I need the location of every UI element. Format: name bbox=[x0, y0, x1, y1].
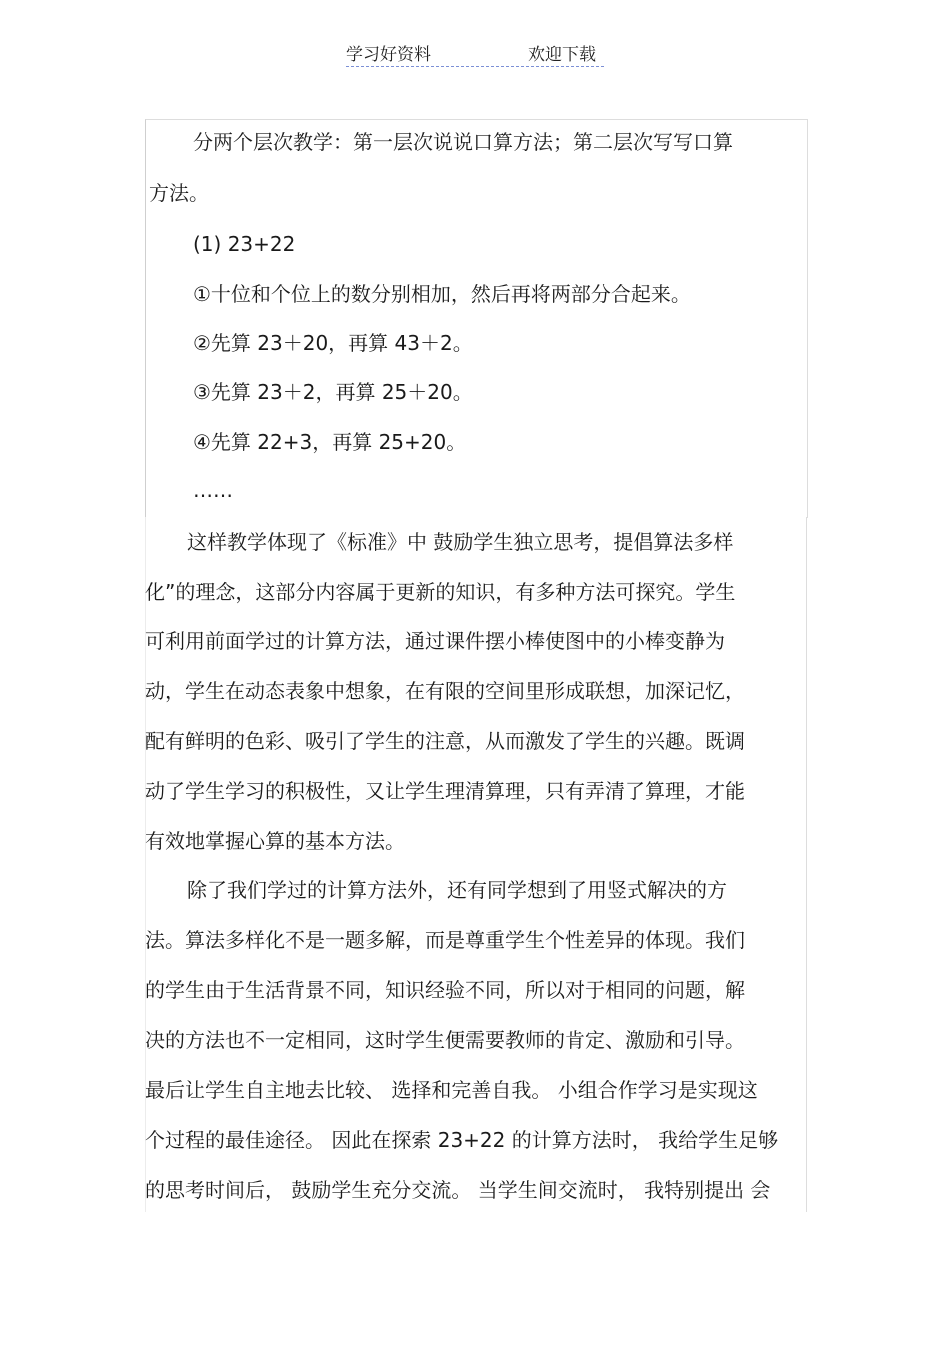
box-line: ②先算 23＋20，再算 43＋2。 bbox=[193, 331, 473, 355]
box-line: ①十位和个位上的数分别相加，然后再将两部分合起来。 bbox=[193, 282, 691, 306]
box-line: ③先算 23＋2，再算 25＋20。 bbox=[193, 380, 473, 404]
box-line: 方法。 bbox=[149, 181, 209, 205]
paragraph-1-line: 化”的理念，这部分内容属于更新的知识，有多种方法可探究。学生 bbox=[145, 580, 736, 604]
paragraph-2-line: 的思考时间后， 鼓励学生充分交流。 当学生间交流时， 我特别提出 会 bbox=[145, 1178, 771, 1202]
box-line: …… bbox=[193, 478, 233, 502]
box-line: ④先算 22+3，再算 25+20。 bbox=[193, 430, 467, 454]
paragraph-2-line: 决的方法也不一定相同，这时学生便需要教师的肯定、激励和引导。 bbox=[145, 1028, 745, 1052]
paragraph-2-line: 个过程的最佳途径。 因此在探索 23+22 的计算方法时， 我给学生足够 bbox=[145, 1128, 779, 1152]
box-line: (1) 23+22 bbox=[193, 232, 296, 256]
paragraph-1-line: 动，学生在动态表象中想象，在有限的空间里形成联想，加深记忆， bbox=[145, 679, 745, 703]
paragraph-1-line: 可利用前面学过的计算方法，通过课件摆小棒使图中的小棒变静为 bbox=[145, 629, 725, 653]
paragraph-2-line: 最后让学生自主地去比较、 选择和完善自我。 小组合作学习是实现这 bbox=[145, 1078, 758, 1102]
header-left-text: 学习好资料 bbox=[346, 45, 431, 65]
method-box bbox=[145, 119, 808, 518]
paragraph-2-line: 除了我们学过的计算方法外，还有同学想到了用竖式解决的方 bbox=[187, 878, 727, 902]
paragraph-2-line: 的学生由于生活背景不同，知识经验不同，所以对于相同的问题，解 bbox=[145, 978, 745, 1002]
page-left-rule bbox=[145, 517, 146, 1212]
paragraph-1-line: 配有鲜明的色彩、吸引了学生的注意，从而激发了学生的兴趣。既调 bbox=[145, 729, 745, 753]
paragraph-1-line: 有效地掌握心算的基本方法。 bbox=[145, 829, 405, 853]
paragraph-1-line: 这样教学体现了《标准》中 鼓励学生独立思考，提倡算法多样 bbox=[187, 530, 734, 554]
header-right-text: 欢迎下载 bbox=[528, 45, 596, 65]
page-header bbox=[346, 40, 604, 67]
paragraph-2-line: 法。算法多样化不是一题多解，而是尊重学生个性差异的体现。我们 bbox=[145, 928, 745, 952]
page-right-rule bbox=[806, 517, 807, 1212]
paragraph-1-line: 动了学生学习的积极性，又让学生理清算理，只有弄清了算理，才能 bbox=[145, 779, 745, 803]
box-line: 分两个层次教学：第一层次说说口算方法；第二层次写写口算 bbox=[193, 130, 733, 154]
